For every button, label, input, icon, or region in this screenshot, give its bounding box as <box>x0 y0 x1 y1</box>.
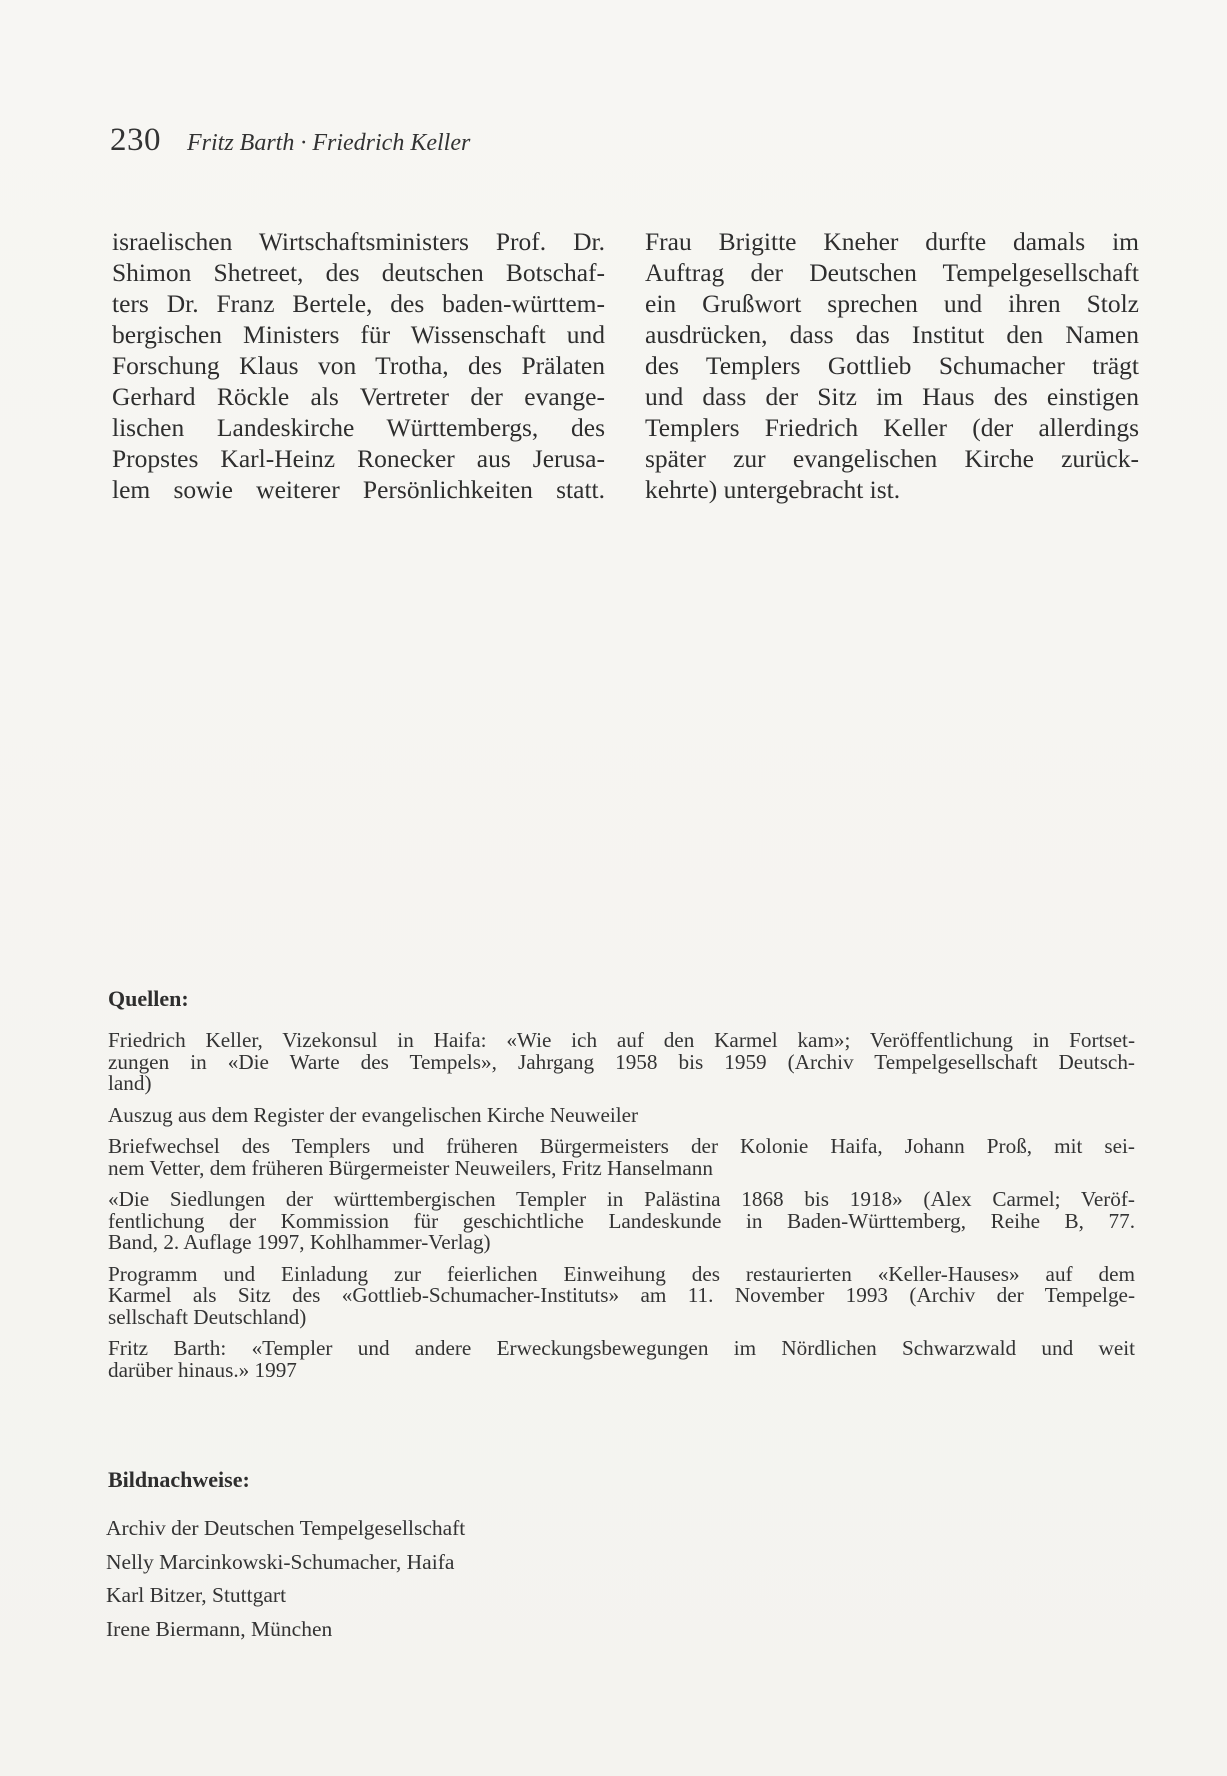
running-head <box>110 122 470 159</box>
source-entry <box>108 1261 1135 1329</box>
body-column-left <box>112 226 605 505</box>
source-entry <box>108 1102 1135 1127</box>
source-line: Karmel als Sitz des «Gottlieb-Schumacher-Instituts» am 11. November 1993 (Archiv der Tempelge- <box>108 1283 1135 1307</box>
running-head-authors: Fritz Barth · Friedrich Keller <box>187 130 471 156</box>
source-line: sellschaft Deutschland) <box>108 1304 307 1329</box>
body-line: lem sowie weiterer Persönlichkeiten statt. <box>112 475 605 504</box>
source-line: Auszug aus dem Register der evangelischen Kirche Neuweiler <box>108 1102 639 1127</box>
credit-entry: Archiv der Deutschen Tempelgesellschaft <box>106 1516 466 1540</box>
page-number: 230 <box>110 122 161 158</box>
source-entry <box>108 1338 1135 1381</box>
credits-heading: Bildnachweise: <box>108 1467 250 1492</box>
body-line: und dass der Sitz im Haus des einstigen <box>645 382 1139 411</box>
body-line: Gerhard Röckle als Vertreter der evange- <box>112 382 605 411</box>
body-line: bergischen Ministers für Wissenschaft und <box>112 320 605 349</box>
source-line: land) <box>108 1071 152 1095</box>
sources-heading: Quellen: <box>108 986 189 1011</box>
source-line: nem Vetter, dem früheren Bürgermeister Neuweilers, Fritz Hanselmann <box>108 1155 713 1180</box>
body-line: Forschung Klaus von Trotha, des Prälaten <box>112 351 605 380</box>
source-line: Band, 2. Auflage 1997, Kohlhammer-Verlag) <box>108 1230 491 1254</box>
body-column-right <box>645 226 1139 505</box>
body-line: Frau Brigitte Kneher durfte damals im <box>645 227 1139 256</box>
credits-list <box>106 1512 465 1646</box>
source-line: fentlichung der Kommission für geschichtliche Landeskunde in Baden-Württemberg, Reihe B, 77. <box>108 1208 1135 1233</box>
body-line: ein Grußwort sprechen und ihren Stolz <box>645 289 1139 318</box>
source-line: «Die Siedlungen der württembergischen Templer in Palästina 1868 bis 1918» (Alex Carmel; Veröf- <box>108 1187 1135 1211</box>
body-line: Templers Friedrich Keller (der allerdings <box>645 413 1139 442</box>
body-line: später zur evangelischen Kirche zurück- <box>645 444 1139 473</box>
credit-entry: Irene Biermann, München <box>106 1616 333 1641</box>
source-entry <box>108 1189 1135 1254</box>
body-line: israelischen Wirtschaftsministers Prof. Dr. <box>112 227 605 256</box>
body-line: lischen Landeskirche Württembergs, des <box>112 413 605 442</box>
sources-list <box>108 1030 1135 1391</box>
credit-entry: Nelly Marcinkowski-Schumacher, Haifa <box>106 1549 455 1574</box>
source-line: zungen in «Die Warte des Tempels», Jahrgang 1958 bis 1959 (Archiv Tempelgesellschaft Deutsch- <box>108 1049 1135 1074</box>
source-entry <box>108 1136 1135 1179</box>
credit-entry: Karl Bitzer, Stuttgart <box>106 1583 287 1607</box>
body-line: Shimon Shetreet, des deutschen Botschaf- <box>112 258 605 287</box>
body-line: Propstes Karl-Heinz Ronecker aus Jerusa- <box>112 444 605 473</box>
source-line: darüber hinaus.» 1997 <box>108 1357 297 1382</box>
source-line: Programm und Einladung zur feierlichen Einweihung des restaurierten «Keller-Hauses» auf dem <box>108 1261 1135 1286</box>
source-line: Fritz Barth: «Templer und andere Erweckungsbewegungen im Nördlichen Schwarzwald und weit <box>108 1336 1135 1360</box>
body-line: des Templers Gottlieb Schumacher trägt <box>645 351 1139 380</box>
source-line: Friedrich Keller, Vizekonsul in Haifa: «Wie ich auf den Karmel kam»; Veröffentlichung in Fortset- <box>108 1028 1135 1052</box>
body-line: Auftrag der Deutschen Tempelgesellschaft <box>645 258 1139 287</box>
body-line: ters Dr. Franz Bertele, des baden-württem- <box>112 289 605 318</box>
source-entry <box>108 1030 1135 1095</box>
source-line: Briefwechsel des Templers und früheren Bürgermeisters der Kolonie Haifa, Johann Proß, mit sei- <box>108 1134 1135 1158</box>
body-line: kehrte) untergebracht ist. <box>645 475 901 504</box>
body-line: ausdrücken, dass das Institut den Namen <box>645 320 1139 349</box>
